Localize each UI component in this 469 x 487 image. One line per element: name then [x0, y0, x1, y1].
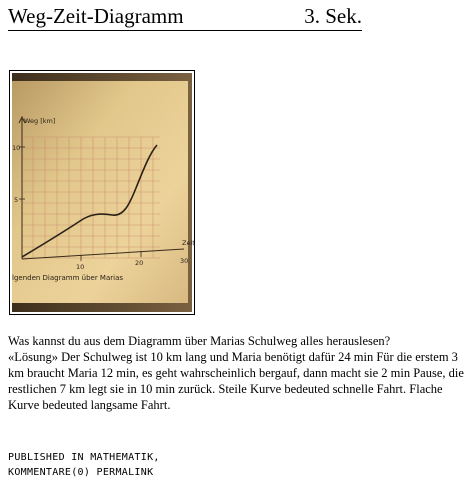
x-axis-label: Zeit: [182, 239, 195, 247]
published-prefix: PUBLISHED IN: [8, 452, 84, 463]
category-link[interactable]: MATHEMATIK,: [90, 452, 160, 463]
y-axis-label: Weg [km]: [24, 117, 56, 125]
post-title-row: [8, 4, 362, 31]
photo-caption: lgenden Diagramm über Marias: [12, 274, 124, 282]
comments-link[interactable]: KOMMENTARE(0): [8, 467, 91, 478]
x-tick-20: 20: [135, 259, 144, 267]
diagram-photo: [12, 73, 195, 312]
post-content: [8, 333, 466, 413]
post-title: Weg-Zeit-Diagramm: [8, 4, 184, 28]
meta-line-2: [8, 465, 308, 480]
diagram-photo-frame[interactable]: [9, 70, 195, 315]
x-tick-10: 10: [76, 263, 85, 271]
post-answer: «Lösung» Der Schulweg ist 10 km lang und Maria benötigt dafür 24 min Für die erstem 3 km braucht Maria 12 min, es geht wahrscheinlich bergauf, dann macht sie 2 min Pause, die restlichen 7 km legt sie in 10 min zurück. Steile Kurve bedeuted schnelle Fahrt. Flache Kurve bedeuted langsame Fahrt.: [8, 350, 464, 412]
meta-line-1: [8, 450, 308, 465]
post-meta: [8, 450, 308, 480]
x-tick-30: 30: [180, 257, 189, 265]
y-tick-5: 5: [14, 196, 19, 204]
grade-label: 3. Sek.: [304, 4, 362, 28]
post-question: Was kannst du aus dem Diagramm über Marias Schulweg alles herauslesen?: [8, 334, 391, 348]
y-tick-10: 10: [12, 144, 21, 152]
permalink-link[interactable]: PERMALINK: [96, 467, 154, 478]
